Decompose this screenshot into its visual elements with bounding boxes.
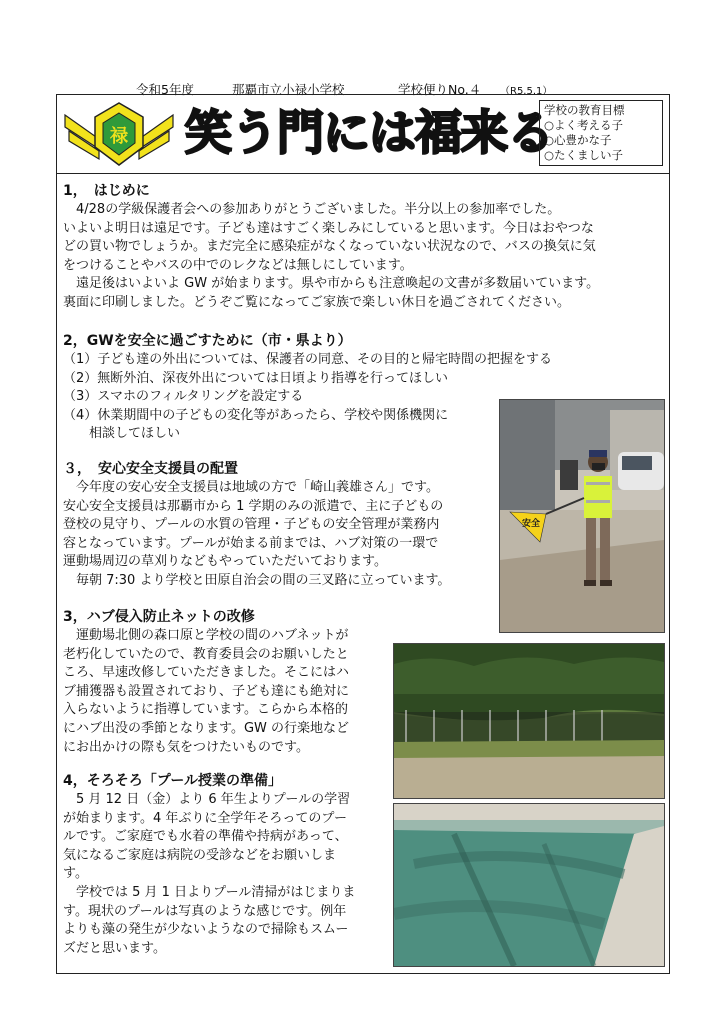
text-line: 遠足後はいよいよ GW が始まります。県や市からも注意喚起の文書が多数届いています。 [63, 276, 600, 292]
goals-heading: 学校の教育目標 [544, 103, 625, 117]
school-logo [63, 101, 175, 167]
text-line: 入らないように指導しています。こらから本格的 [63, 702, 348, 718]
section-heading: 2，GWを安全に過ごすために（市・県より） [63, 333, 352, 349]
text-line: ズだと思います。 [63, 940, 166, 956]
text-line: ころ、早速改修していただきました。そこにはハ [63, 665, 350, 681]
text-line: が始まります。4 年ぶりに全学年そろってのプー [63, 810, 347, 826]
text-line: 裏面に印刷しました。どうぞご覧になってご家族で楽しい休日を過ごされてください。 [63, 294, 571, 310]
text-line: をつけることやバスの中でのレクなどは無しにしています。 [63, 257, 413, 273]
text-line: 5 月 12 日（金）より 6 年生よりプールの学習 [63, 792, 351, 807]
text-line: 登校の見守り、プールの水質の管理・子どもの安全管理が業務内 [63, 517, 440, 533]
banner [57, 95, 669, 174]
goal-item: ○心豊かな子 [544, 133, 612, 147]
text-line: 運動場周辺の草刈りなどもやっていただいております。 [63, 554, 387, 570]
text-line: す。現状のプールは写真のような感じです。例年 [63, 903, 347, 919]
text-line: どの買い物でしょうか。まだ完全に感染症がなくなっていない状況なので、バスの換気に気 [63, 239, 596, 255]
issue-date: （R5.5.1） [500, 86, 553, 97]
list-item: （3）スマホのフィルタリングを設定する [63, 389, 304, 405]
text-line: 毎朝 7:30 より学校と田原自治会の間の三叉路に立っています。 [63, 572, 451, 588]
section-support-staff [63, 459, 503, 591]
education-goals-box [539, 100, 663, 166]
section-heading: 3，ハブ侵入防止ネットの改修 [63, 609, 255, 625]
habu-net-photo [393, 643, 665, 799]
support-staff-photo [499, 399, 665, 633]
list-item: （1）子ども達の外出については、保護者の同意、その目的と帰宅時間の把握をする [63, 352, 553, 367]
text-line: ブ捕獲器も設置されており、子ども達にも絶対に [63, 683, 350, 699]
section-pool-prep [63, 771, 398, 958]
newsletter-frame [56, 94, 670, 974]
section-heading: 1， はじめに [63, 183, 150, 199]
text-line: にハブ出没の季節となります。GW の行楽地など [63, 720, 350, 736]
logo-character: 禄 [110, 126, 128, 147]
text-line: 4/28の学級保護者会への参加ありがとうございました。半分以上の参加率でした。 [63, 202, 561, 217]
section-intro [63, 181, 663, 313]
text-line: よりも藻の発生が少ないようなので掃除もスムー [63, 922, 349, 938]
text-line: 今年度の安心安全支援員は地域の方で「崎山義雄さん」です。 [63, 480, 439, 495]
text-line: いよいよ明日は遠足です。子ども達はすごく楽しみにしていると思います。今日はおやつな [63, 220, 594, 236]
list-item: （4）休業期間中の子どもの変化等があったら、学校や関係機関に [63, 407, 449, 423]
text-line: す。 [63, 866, 88, 882]
text-line: 安心安全支援員は那覇市から 1 学期のみの派遣で、主に子どもの [63, 498, 444, 514]
school-name: 那覇市立小禄小学校 [232, 82, 345, 97]
text-line: 老朽化していたので、教育委員会のお願いしたと [63, 646, 349, 662]
goal-item: ○よく考える子 [544, 118, 624, 132]
text-line: 運動場北側の森口原と学校の間のハブネットが [63, 628, 349, 643]
goal-item: ○たくましい子 [544, 148, 624, 162]
section-body [63, 627, 398, 757]
text-line: にお出かけの際も気をつけたいものです。 [63, 739, 309, 755]
newsletter-number: 学校便りNo.４ [398, 82, 482, 97]
pool-photo [393, 803, 665, 967]
section-body [63, 479, 503, 591]
text-line: 学校では 5 月 1 日よりプール清掃がはじまりま [63, 884, 356, 900]
school-year: 令和5年度 [136, 82, 194, 97]
text-line: 容となっています。プールが始まる前までは、ハブ対策の一環で [63, 535, 439, 551]
section-heading: 4，そろそろ「プール授業の準備」 [63, 773, 283, 789]
section-body [63, 791, 398, 958]
section-body [63, 201, 663, 313]
section-heading: ３， 安心安全支援員の配置 [63, 461, 238, 477]
list-item: （2）無断外泊、深夜外出については日頃より指導を行ってほしい [63, 370, 449, 386]
list-item: 相談してほしい [63, 426, 181, 442]
text-line: 気になるご家庭は病院の受診などをお願いしま [63, 847, 337, 863]
section-habu-net [63, 607, 398, 757]
flag-text: 安全 [522, 519, 541, 529]
newsletter-title: 笑う門には福来る [185, 106, 553, 161]
text-line: ルです。ご家庭でも水着の準備や持病があって、 [63, 829, 348, 845]
